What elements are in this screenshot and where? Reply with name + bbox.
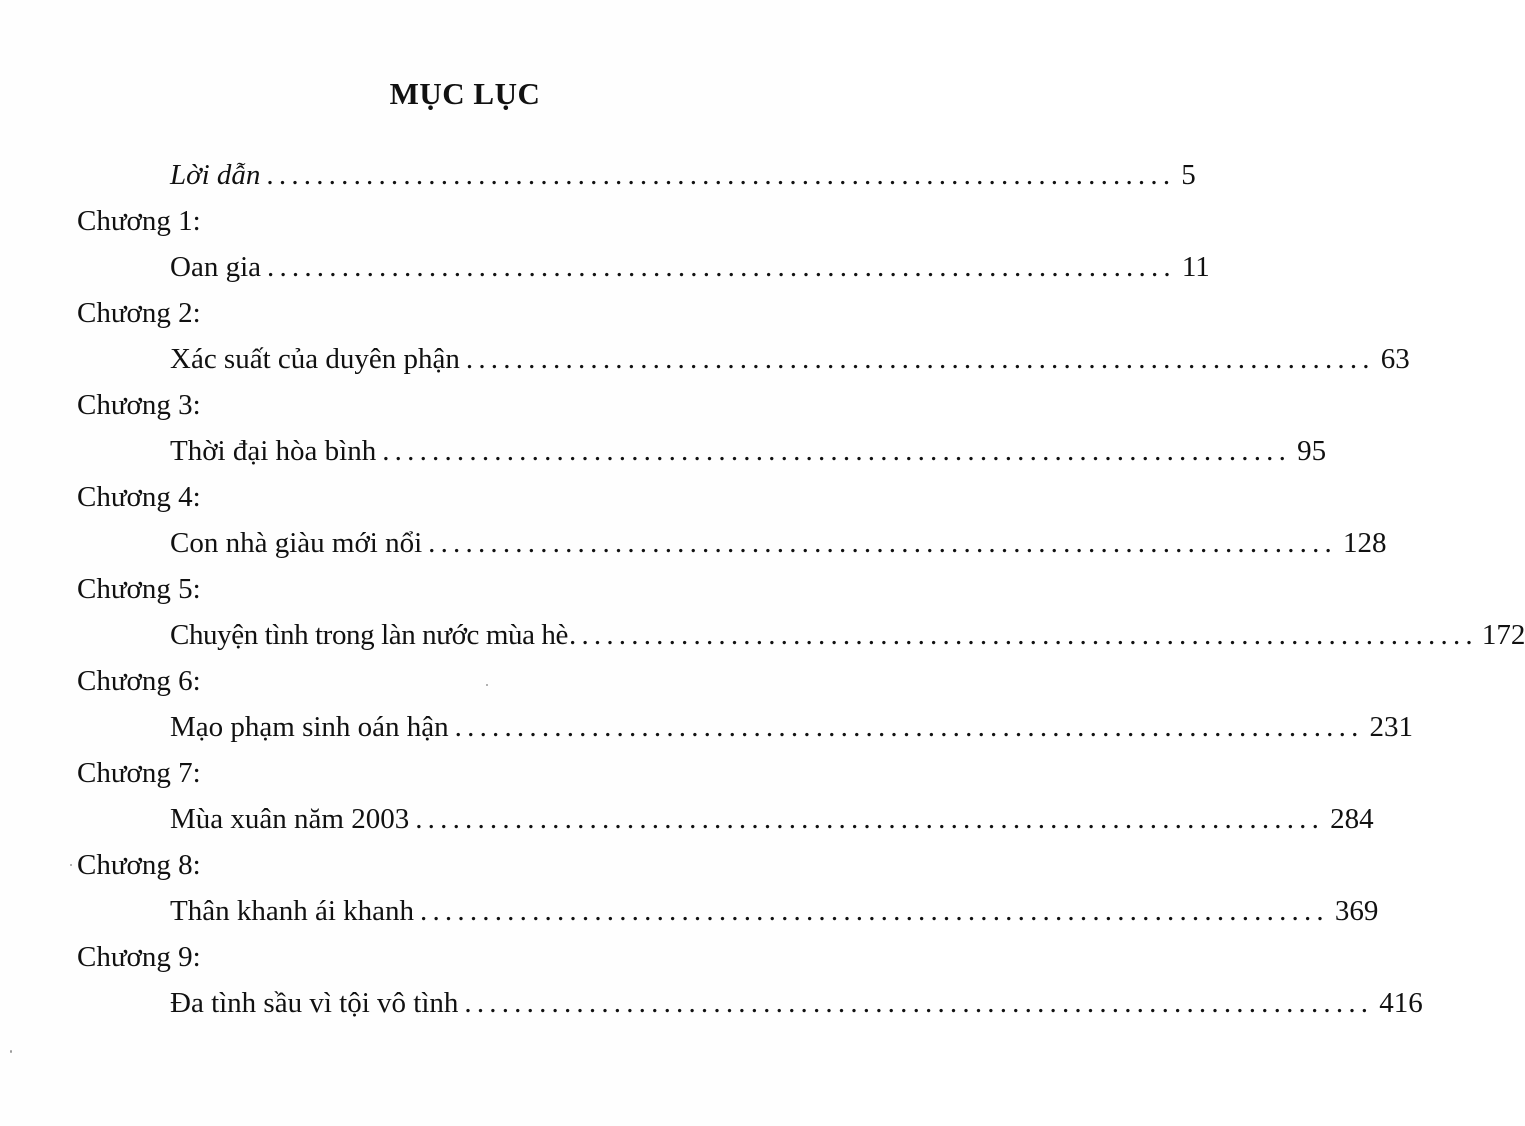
toc-page-number: 231 [1369, 711, 1414, 743]
chapter-label: Chương 3: [77, 389, 201, 421]
dot-leader: ......................................................................... [569, 619, 1478, 651]
dot-leader: ......................................................................... [415, 803, 1325, 835]
toc-entry-title: Mùa xuân năm 2003 [170, 803, 410, 835]
dot-leader: ......................................................................... [465, 343, 1375, 375]
toc-entry-title: Xác suất của duyên phận [170, 343, 460, 375]
dot-leader: ......................................................................... [454, 711, 1364, 743]
dot-leader: ......................................................................... [267, 251, 1176, 283]
toc-entry-title: Mạo phạm sinh oán hận [170, 711, 449, 743]
chapter-label: Chương 7: [77, 757, 201, 789]
chapter-label: Chương 8: [77, 849, 201, 881]
chapter-label: Chương 4: [77, 481, 201, 513]
toc-entry-title: Con nhà giàu mới nổi [170, 527, 423, 559]
toc-page-number: 172 [1481, 619, 1525, 651]
toc-entry-title: Thời đại hòa bình [170, 435, 377, 467]
toc-entry-title: Lời dẫn [170, 159, 261, 191]
scan-speck [10, 1050, 12, 1053]
toc-page-number: 63 [1380, 343, 1410, 375]
toc-entry-chapter-9[interactable] [170, 980, 1423, 1026]
dot-leader: ......................................................................... [382, 435, 1292, 467]
scan-speck [70, 864, 72, 866]
toc-page-number: 95 [1297, 435, 1327, 467]
toc-entry-title: Oan gia [170, 251, 261, 283]
toc-entry-title: Chuyện tình trong làn nước mùa hè [170, 619, 568, 651]
toc-entry-chapter-6[interactable] [170, 704, 1414, 750]
chapter-label: Chương 9: [77, 941, 201, 973]
toc-entry-chapter-3[interactable] [170, 428, 1327, 474]
toc-page-number: 11 [1181, 251, 1210, 283]
dot-leader: ......................................................................... [464, 987, 1374, 1019]
toc-entry-chapter-5[interactable] [170, 612, 1525, 658]
toc-page-number: 284 [1330, 803, 1374, 835]
chapter-label: Chương 6: [77, 665, 201, 697]
toc-entry-title: Thân khanh ái khanh [170, 895, 415, 927]
chapter-label: Chương 2: [77, 297, 201, 329]
toc-entry-chapter-8[interactable] [170, 888, 1379, 934]
chapter-label: Chương 1: [77, 205, 201, 237]
toc-page-number: 416 [1379, 987, 1423, 1019]
dot-leader: ......................................................................... [266, 159, 1176, 191]
toc-page-number: 369 [1334, 895, 1379, 927]
chapter-label: Chương 5: [77, 573, 201, 605]
toc-entry-chapter-4[interactable] [170, 520, 1387, 566]
dot-leader: ......................................................................... [428, 527, 1338, 559]
page-title: MỤC LỤC [389, 76, 541, 111]
toc-page-number: 128 [1343, 527, 1387, 559]
toc-entry-intro[interactable] [170, 152, 1196, 198]
toc-entry-title: Đa tình sầu vì tội vô tình [170, 987, 459, 1019]
toc-entry-chapter-1[interactable] [170, 244, 1210, 290]
toc-page-number: 5 [1181, 159, 1196, 191]
dot-leader: ......................................................................... [420, 895, 1329, 927]
toc-entry-chapter-7[interactable] [170, 796, 1374, 842]
toc-entry-chapter-2[interactable] [170, 336, 1410, 382]
scan-speck [486, 684, 488, 686]
